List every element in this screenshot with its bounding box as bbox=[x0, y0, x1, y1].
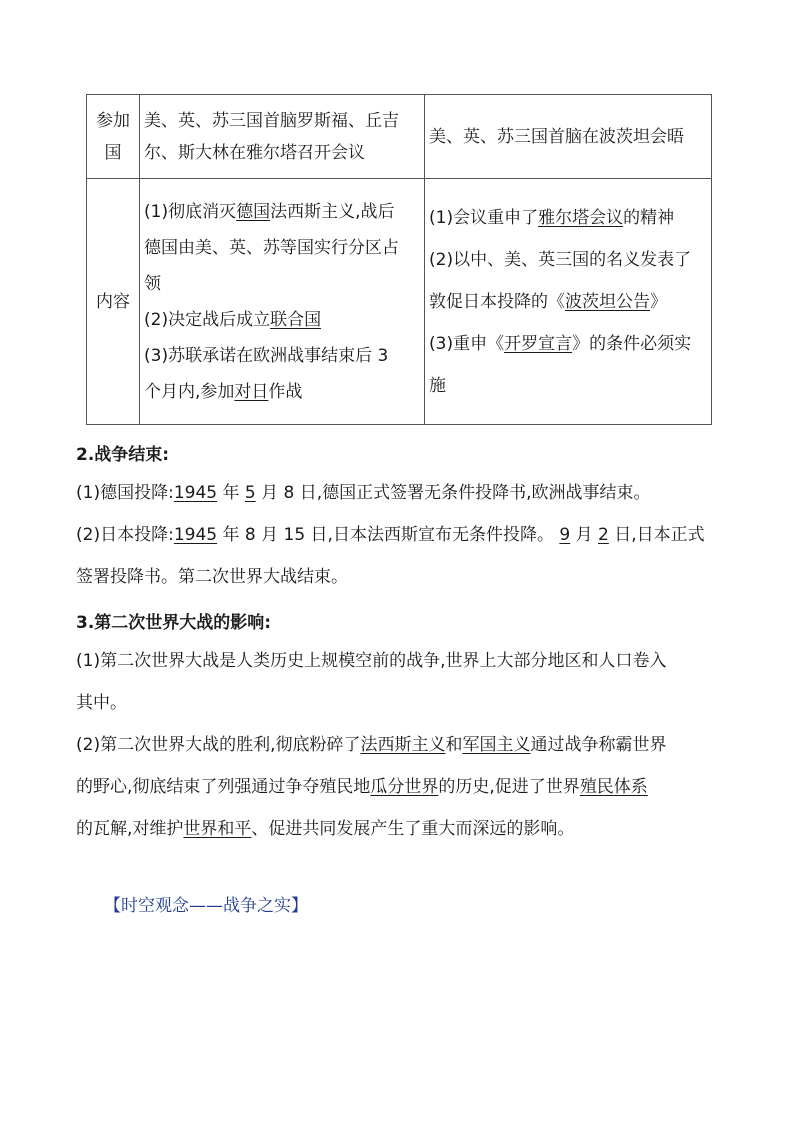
answer-un: 联合国 bbox=[270, 309, 322, 330]
potsdam-participants-cell: 美、英、苏三国首脑在波茨坦会晤 bbox=[425, 95, 712, 179]
paragraph-impact-scale: (1)第二次世界大战是人类历史上规模空前的战争,世界上大部分地区和人口卷入 其中。 bbox=[76, 651, 667, 713]
row-label-content: 内容 bbox=[87, 179, 140, 425]
paragraph-japan-surrender: (2)日本投降:1945 年 8 月 15 日,日本法西斯宣布无条件投降。 9 月 2 日,日本正式 签署投降书。第二次世界大战结束。 bbox=[76, 525, 705, 587]
section-title-spacetime: 【时空观念——战争之实】 bbox=[104, 896, 308, 916]
row-label-participants: 参加 国 bbox=[87, 95, 140, 179]
conference-table bbox=[86, 94, 712, 425]
potsdam-content-cell: (1)会议重申了雅尔塔会议的精神 (2)以中、美、英三国的名义发表了 敦促日本投降的《波茨坦公告》 (3)重申《开罗宣言》的条件必须实 施 bbox=[425, 179, 712, 425]
section-heading-impact: 3.第二次世界大战的影响: bbox=[76, 613, 272, 633]
table-row-participants bbox=[87, 95, 712, 179]
table-row-content bbox=[87, 179, 712, 425]
paragraph-impact-victory: (2)第二次世界大战的胜利,彻底粉碎了法西斯主义和军国主义通过战争称霸世界 的野心,彻底结束了列强通过争夺殖民地瓜分世界的历史,促进了世界殖民体系 的瓦解,对维护世界和平、促进共同发展产生了重大而深远的影响。 bbox=[76, 735, 667, 839]
yalta-content-cell: (1)彻底消灭德国法西斯主义,战后 德国由美、英、苏等国实行分区占 领 (2)决定战后成立联合国 (3)苏联承诺在欧洲战事结束后 3 个月内,参加对日作战 bbox=[140, 179, 425, 425]
answer-potsdam: 波茨坦公告 bbox=[565, 291, 650, 312]
section-heading-war-end: 2.战争结束: bbox=[76, 445, 170, 465]
paragraph-germany-surrender: (1)德国投降:1945 年 5 月 8 日,德国正式签署无条件投降书,欧洲战事结束。 bbox=[76, 483, 651, 503]
answer-japan: 对日 bbox=[234, 381, 269, 402]
answer-germany: 德国 bbox=[236, 201, 271, 222]
answer-cairo: 开罗宣言 bbox=[504, 333, 573, 354]
answer-yalta: 雅尔塔会议 bbox=[538, 207, 624, 228]
yalta-participants-cell: 美、英、苏三国首脑罗斯福、丘吉 尔、斯大林在雅尔塔召开会议 bbox=[140, 95, 425, 179]
